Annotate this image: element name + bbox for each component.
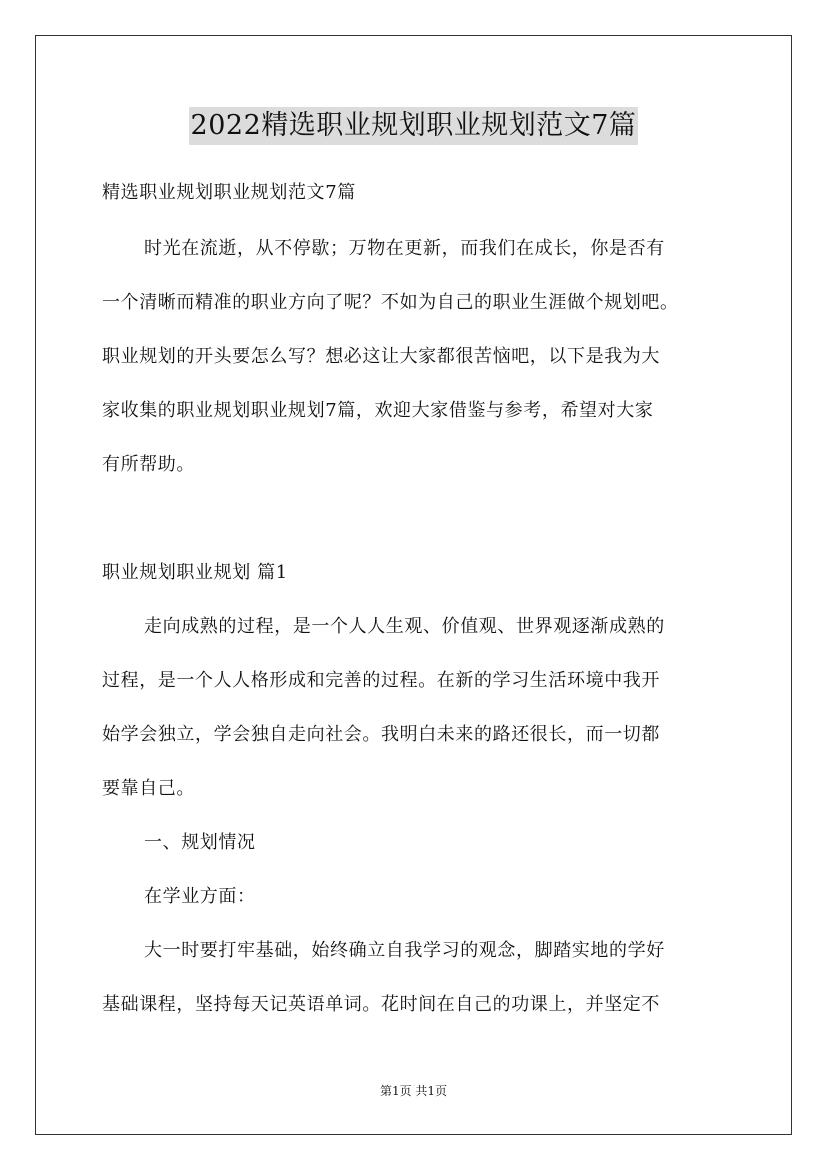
paragraph-line: 基础课程，坚持每天记英语单词。花时间在自己的功课上，并坚定不 <box>102 994 660 1015</box>
document-title-text: 2022精选职业规划职业规划范文7篇 <box>189 107 639 145</box>
subsection-heading: 一、规划情况 <box>144 832 256 853</box>
paragraph-line: 始学会独立，学会独自走向社会。我明白未来的路还很长，而一切都 <box>102 724 660 745</box>
page-number-footer: 第1页 共1页 <box>379 1084 448 1098</box>
paragraph-line: 走向成熟的过程，是一个人人生观、价值观、世界观逐渐成熟的 <box>144 616 665 637</box>
paragraph-line: 时光在流逝，从不停歇；万物在更新，而我们在成长，你是否有 <box>144 238 665 259</box>
paragraph-line: 有所帮助。 <box>102 454 195 475</box>
subtitle-line: 精选职业规划职业规划范文7篇 <box>102 182 356 203</box>
paragraph-line: 职业规划的开头要怎么写？想必这让大家都很苦恼吧，以下是我为大 <box>102 346 660 367</box>
subsection-label: 在学业方面： <box>144 886 256 907</box>
paragraph-line: 要靠自己。 <box>102 778 195 799</box>
section-heading: 职业规划职业规划 篇1 <box>102 562 288 583</box>
paragraph-line: 一个清晰而精准的职业方向了呢？不如为自己的职业生涯做个规划吧。 <box>102 292 679 313</box>
paragraph-line: 过程，是一个人人格形成和完善的过程。在新的学习生活环境中我开 <box>102 670 660 691</box>
paragraph-line: 家收集的职业规划职业规划7篇，欢迎大家借鉴与参考，希望对大家 <box>102 400 654 421</box>
paragraph-line: 大一时要打牢基础，始终确立自我学习的观念，脚踏实地的学好 <box>144 940 665 961</box>
document-title <box>0 104 827 145</box>
